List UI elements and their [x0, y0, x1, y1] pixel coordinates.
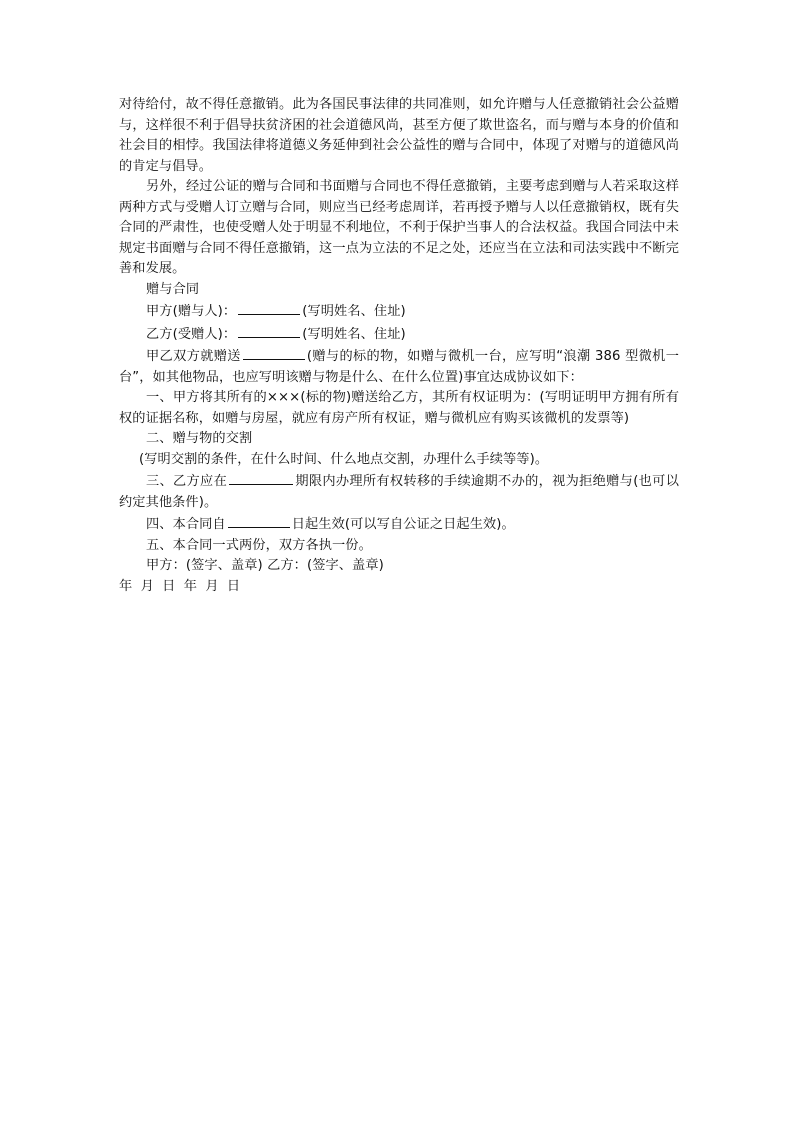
party-b-label: 乙方(受赠人)： [146, 326, 237, 342]
clause-4-pre: 四、本合同自 [146, 517, 226, 532]
date-line: 年 月 日 年 月 日 [119, 578, 241, 594]
document-page [119, 95, 679, 597]
party-a-blank [238, 300, 300, 315]
party-b-blank [238, 323, 300, 338]
party-a-label: 甲方(赠与人)： [146, 304, 237, 319]
clause-4-post: 日起生效(可以写自公证之日起生效)。 [291, 517, 515, 532]
effective-date-blank [228, 513, 290, 528]
intro-pre: 甲乙双方就赠送 [146, 349, 241, 364]
clause-3 [119, 470, 679, 513]
gift-item-blank [243, 345, 305, 360]
party-a-line [119, 300, 679, 323]
clause-5: 五、本合同一式两份，双方各执一份。 [146, 537, 372, 553]
party-b-note: (写明姓名、住址) [302, 326, 406, 342]
clause-1: 一、甲方将其所有的×××(标的物)赠送给乙方，其所有权证明为：(写明证明甲方拥有所有权的证据名称，如赠与房屋，就应有房产所有权证，赠与微机应有购买该微机的发票等) [119, 390, 679, 426]
intro-post: (赠与的标的物，如赠与微机一台，应写明“浪潮 386 型微机一台”，如其他物品，也应写明该赠与物是什么、在什么位置)事宜达成协议如下： [119, 349, 679, 385]
contract-intro [119, 345, 679, 388]
party-a-note: (写明姓名、住址) [302, 304, 406, 319]
clause-2-note: (写明交割的条件，在什么时间、什么地点交割，办理什么手续等等)。 [139, 451, 549, 467]
contract-title: 赠与合同 [146, 281, 200, 297]
clause-2-title: 二、赠与物的交割 [146, 431, 253, 446]
signature-line: 甲方：(签字、盖章) 乙方：(签字、盖章) [146, 558, 384, 573]
clause-3-pre: 三、乙方应在 [146, 474, 228, 489]
clause-3-post: 期限内办理所有权转移的手续逾期不办的，视为拒绝赠与(也可以约定其他条件)。 [119, 474, 679, 510]
transfer-deadline-blank [229, 470, 293, 485]
clause-4 [119, 513, 679, 536]
paragraph-notarized-contracts: 另外，经过公证的赠与合同和书面赠与合同也不得任意撤销，主要考虑到赠与人若采取这样两种方式与受赠人订立赠与合同，则应当已经考虑周详，若再授予赠与人以任意撤销权，既有失合同的严肃性，也使受赠人处于明显不利地位，不利于保护当事人的合法权益。我国合同法中未规定书面赠与合同不得任意撤销，这一点为立法的不足之处，还应当在立法和司法实践中不断完善和发展。 [119, 179, 679, 276]
paragraph-continuation: 对待给付，故不得任意撤销。此为各国民事法律的共同准则，如允许赠与人任意撤销社会公益赠与，这样很不利于倡导扶贫济困的社会道德风尚，甚至方便了欺世盗名，而与赠与本身的价值和社会目的相悖。我国法律将道德义务延伸到社会公益性的赠与合同中，体现了对赠与的道德风尚的肯定与倡导。 [119, 97, 679, 174]
party-b-line [119, 323, 679, 346]
